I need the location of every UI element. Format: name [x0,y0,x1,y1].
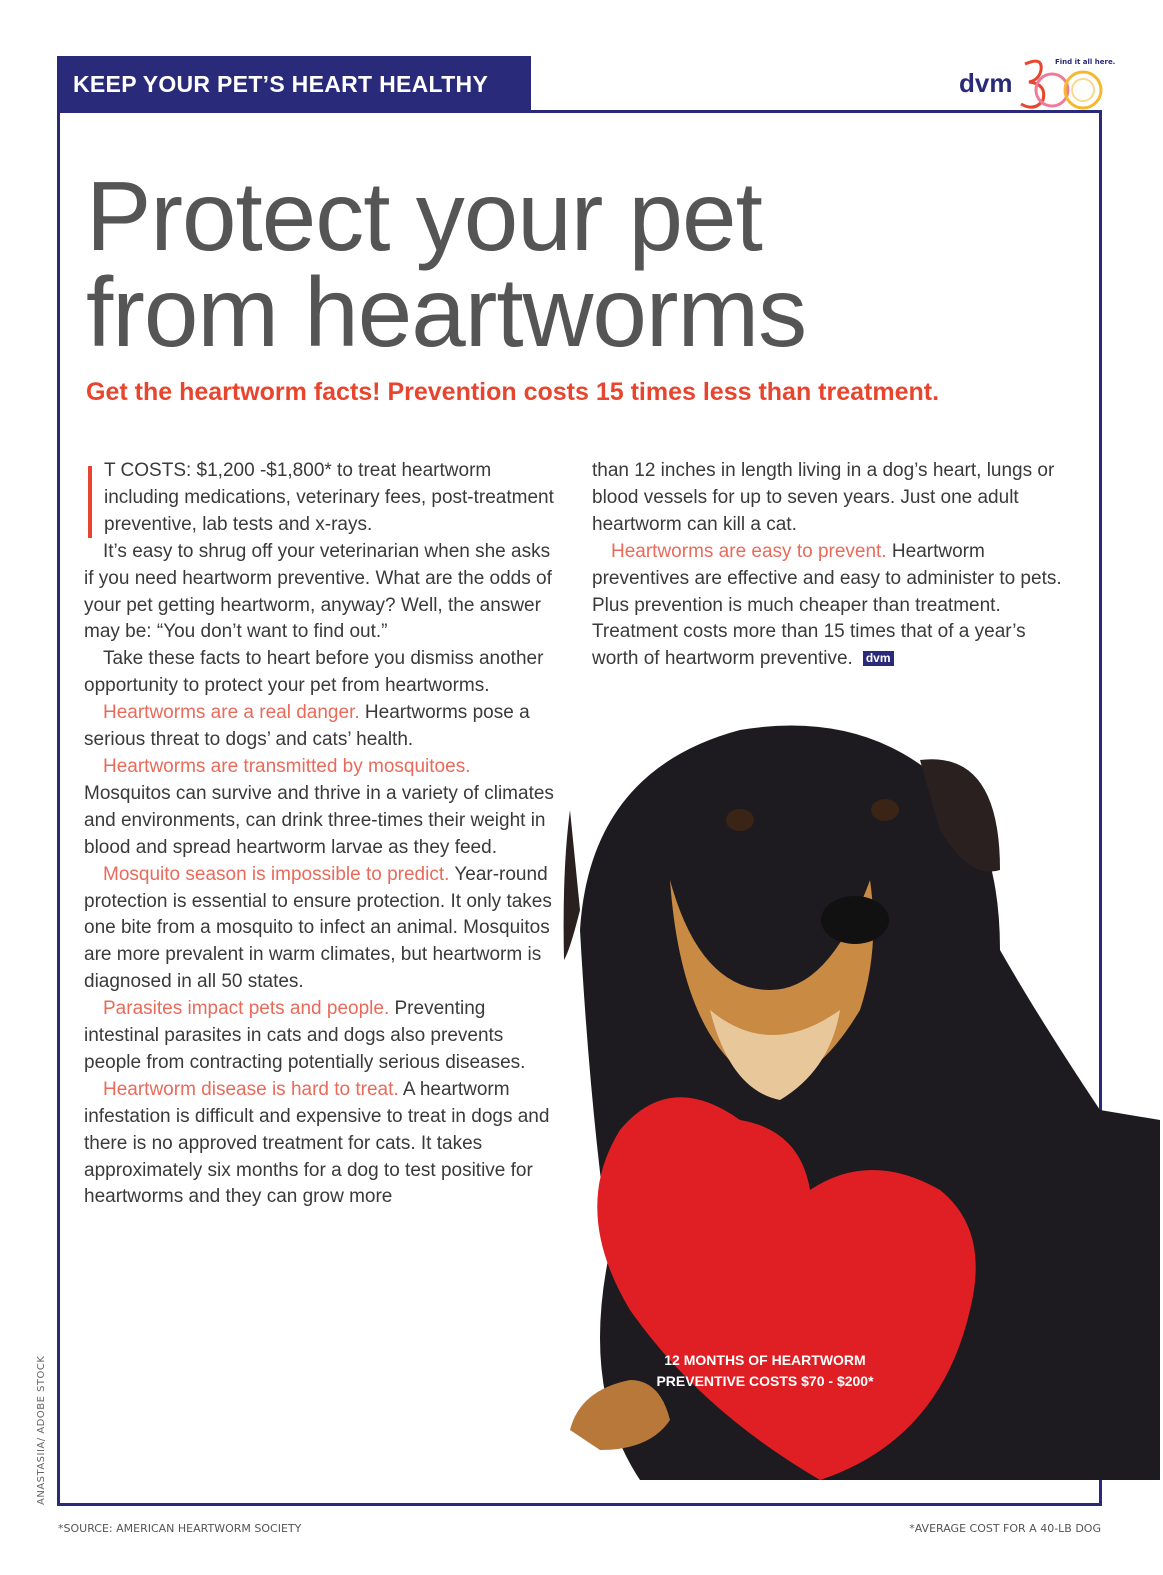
paragraph-text: It’s easy to shrug off your veterinarian when she asks if you need heartworm preventive. What are the odds of your pet getting heartworm, anyway? Well, the answer may be: “You don’t want to find out.” [84,540,552,643]
paragraph-lead: Heartworm disease is hard to treat. [103,1078,399,1100]
paragraph [84,458,554,539]
heart-caption-line: PREVENTIVE COSTS $70 - $200* [656,1373,874,1389]
paragraph-text: Preventing intestinal parasites in cats and dogs also prevents people from contracting potentially serious diseases. [84,998,526,1073]
paragraph-lead: Mosquito season is impossible to predict. [103,863,450,885]
end-mark-logo: dvm [863,651,894,666]
right-column [592,458,1072,673]
footer-note: *AVERAGE COST FOR A 40-LB DOG [909,1522,1101,1535]
subtitle: Get the heartworm facts! Prevention costs 15 times less than treatment. [86,378,940,406]
paragraph-lead: Heartworms are transmitted by mosquitoes. [103,755,471,777]
paragraph-text: Heartworms pose a serious threat to dogs’ and cats’ health. [84,702,530,751]
paragraph-lead: Heartworms are a real danger. [103,702,360,724]
page-title [86,161,807,367]
paragraph-text: Take these facts to heart before you dismiss another opportunity to protect your pet from heartworms. [84,648,544,697]
title-line-2: from heartworms [86,257,807,367]
section-banner: KEEP YOUR PET’S HEART HEALTHY [57,56,531,112]
paragraph [84,996,554,1077]
paragraph-text: A heartworm infestation is difficult and expensive to treat in dogs and there is no approved treatment for cats. It takes approximately six months for a dog to test positive for heartworms and they can grow more [84,1078,550,1208]
paragraph-text: Heartworm preventives are effective and easy to administer to pets. Plus prevention is much cheaper than treatment. Treatment costs more than 15 times that of a year’s worth of heartworm preventive. [592,540,1062,670]
photo-credit: ANASTASIIA/ ADOBE STOCK [36,1355,47,1505]
logo-tagline: Find it all here. [1055,58,1116,66]
heart-caption [640,1350,890,1392]
paragraph [84,646,554,700]
paragraph [84,754,554,862]
footer-source: *SOURCE: AMERICAN HEARTWORM SOCIETY [58,1522,302,1535]
paragraph [592,458,1072,539]
paragraph-text: than 12 inches in length living in a dog’s heart, lungs or blood vessels for up to seven years. Just one adult heartworm can kill a cat. [592,460,1055,535]
dvm360-logo [955,52,1116,114]
paragraph-text: Mosquitos can survive and thrive in a variety of climates and environments, can drink three-times their weight in blood and spread heartworm larvae as they feed. [84,782,554,858]
paragraph [84,862,554,997]
paragraph [84,1077,554,1212]
paragraph [84,539,554,647]
paragraph [592,539,1072,674]
heart-caption-line: 12 MONTHS OF HEARTWORM [664,1352,866,1368]
paragraph-text: T COSTS: $1,200 -$1,800* to treat heartworm including medications, veterinary fees, post-treatment preventive, lab tests and x-rays. [104,460,554,535]
left-column [84,458,554,1211]
title-line-1: Protect your pet [86,161,762,271]
paragraph [84,700,554,754]
drop-cap [88,466,92,538]
paragraph-text: Year-round protection is essential to ensure protection. It only takes one bite from a mosquito to infect an animal. Mosquitos are more prevalent in warm climates, but heartworm is diagnosed in all 50 states. [84,863,552,993]
paragraph-lead: Heartworms are easy to prevent. [611,540,887,562]
paragraph-lead: Parasites impact pets and people. [103,998,390,1020]
svg-text:dvm: dvm [959,68,1013,98]
